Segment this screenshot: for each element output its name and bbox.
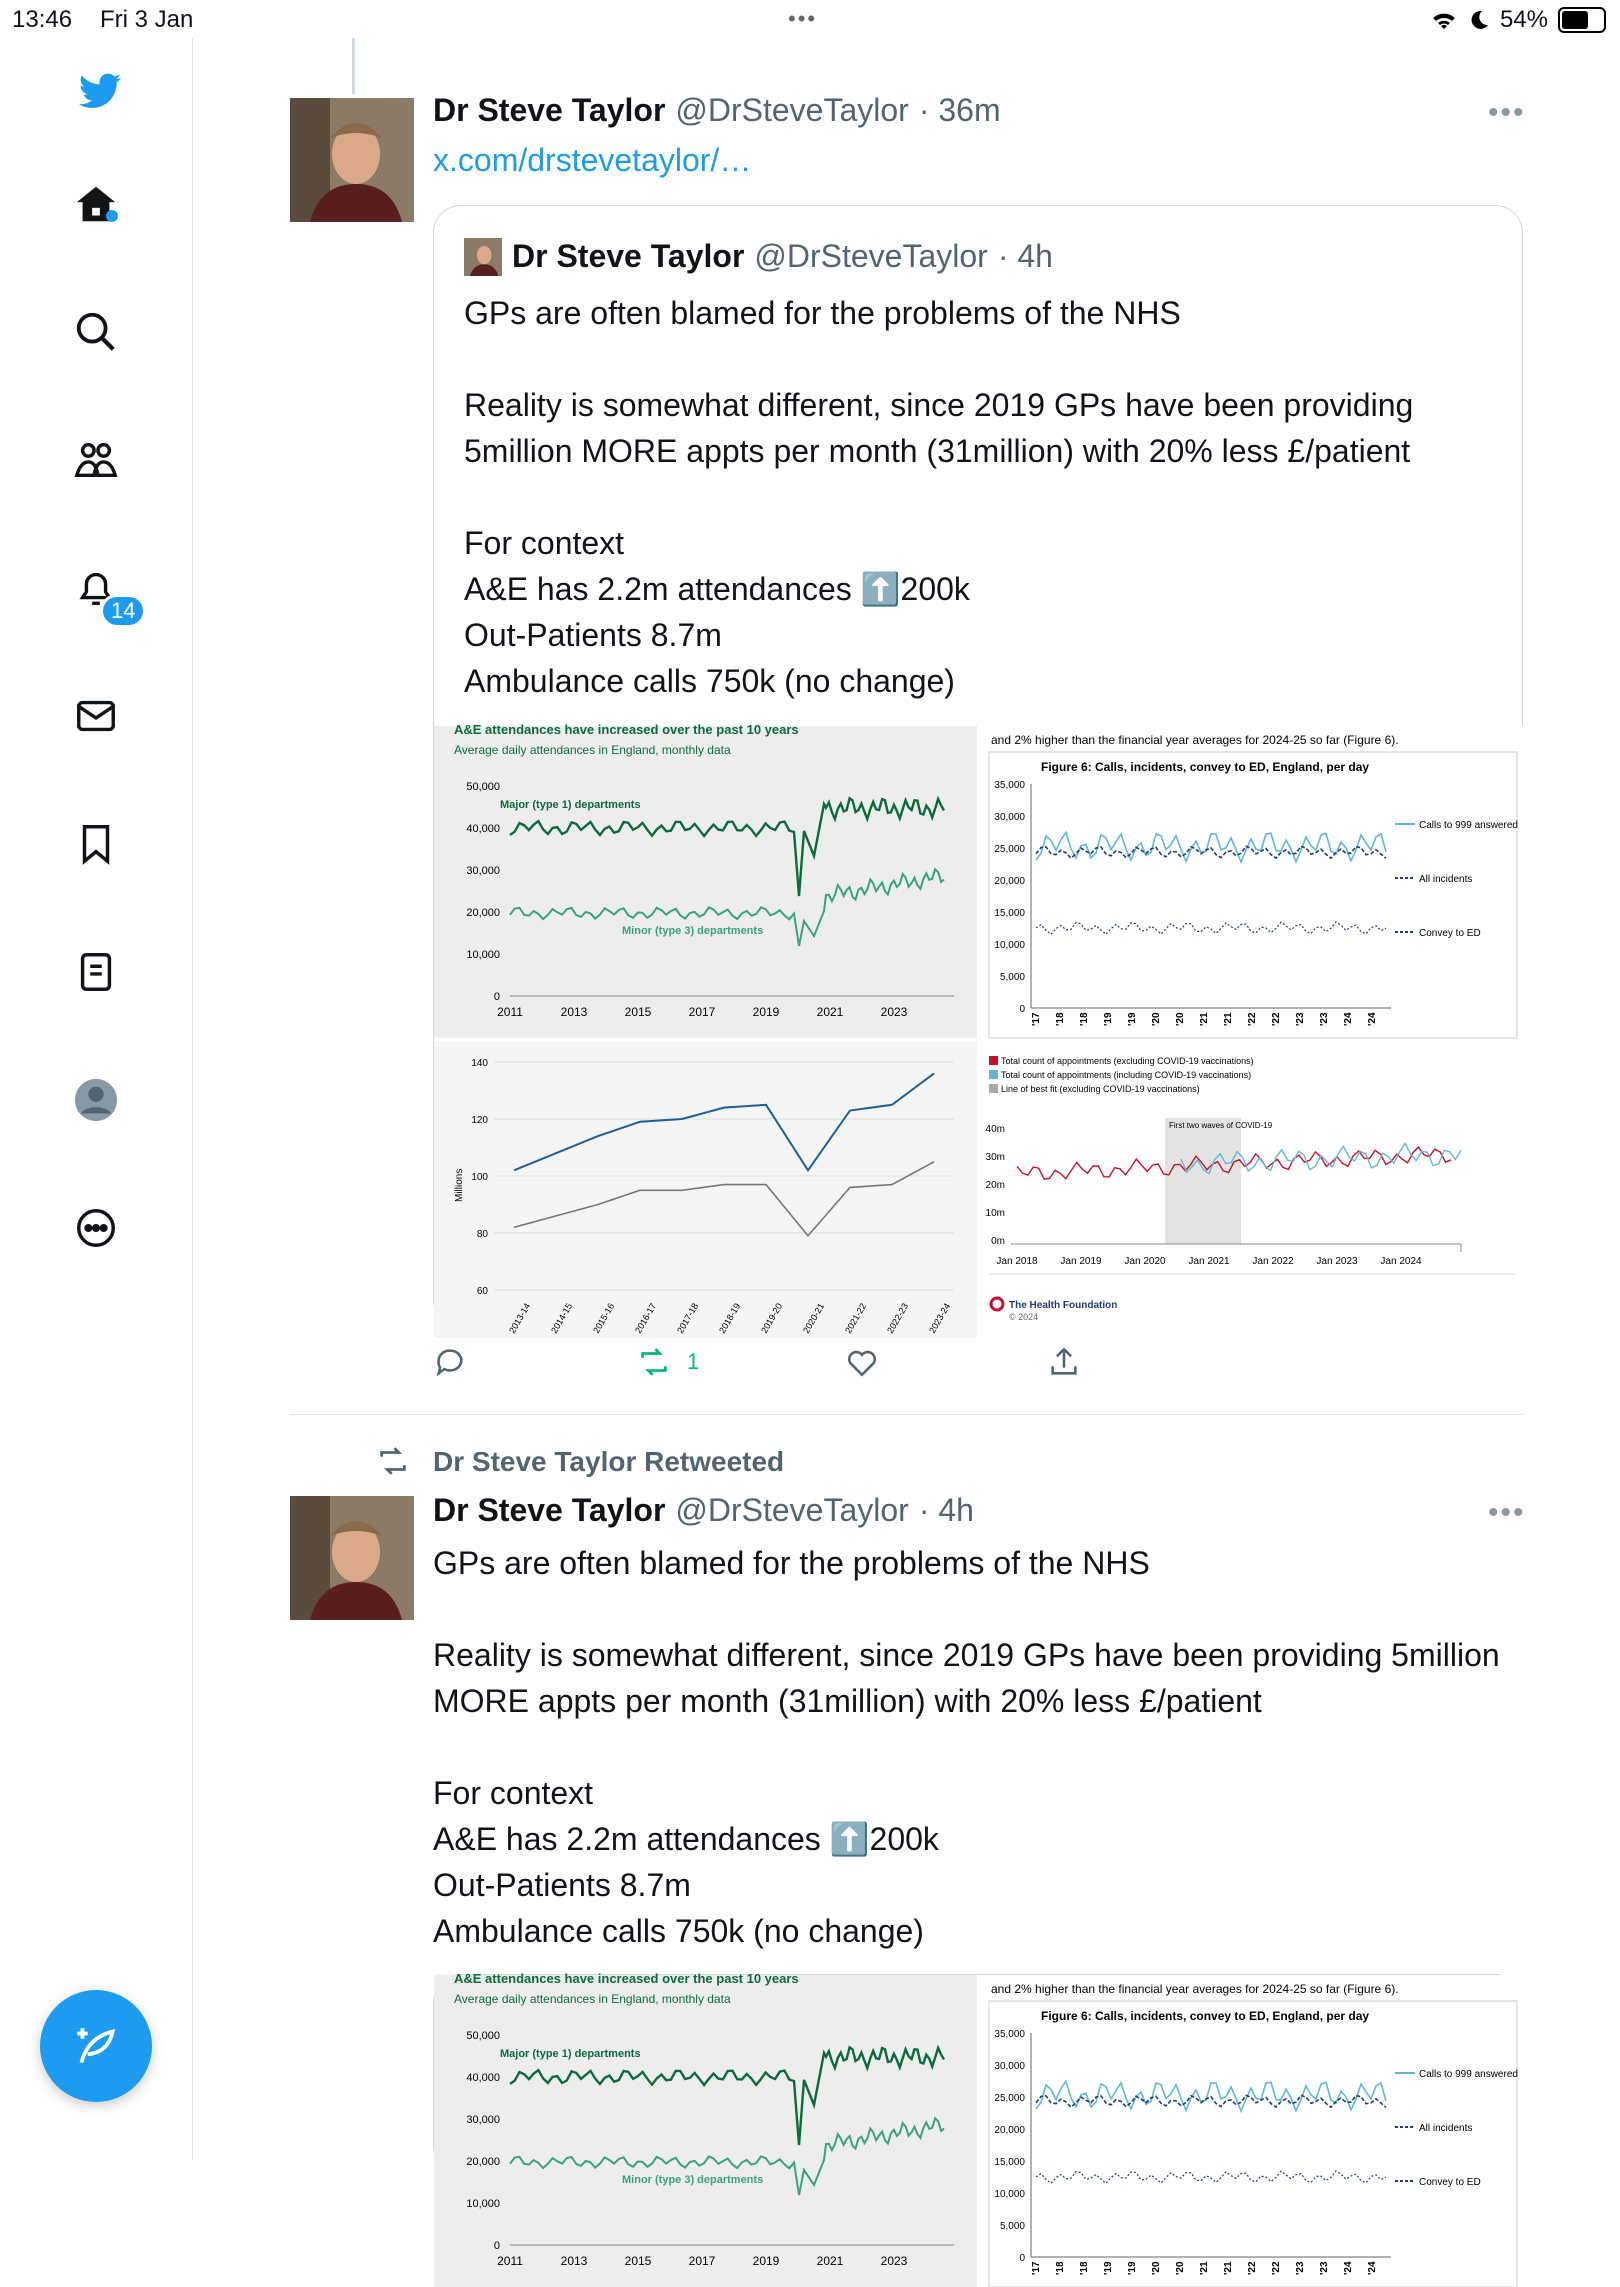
fig6-legend-label: Calls to 999 answered [1419,820,1518,831]
share-icon[interactable] [1047,1345,1081,1379]
hf-y-tick: 0m [991,1236,1005,1247]
millions-x-tick: 2015-16 [591,1301,617,1335]
fig6-x-tick: '24 [1367,1012,1378,1026]
fig6-legend-label: All incidents [1419,874,1473,885]
ae-x-tick: 2013 [560,1005,588,1019]
hf-legend-swatch [989,1084,998,1093]
fig6-frame [989,2001,1517,2287]
ae-y-tick: 50,000 [466,2030,500,2042]
thread-connector [352,38,355,94]
tweet-divider [290,1414,1523,1415]
hf-band-label: First two waves of COVID-19 [1169,1121,1273,1130]
fig6-x-tick: '19 [1103,1012,1114,1026]
ae-x-tick: 2015 [624,2254,652,2268]
fig6-x-tick: '20 [1175,1012,1186,1026]
fig6-legend-label: Convey to ED [1419,2177,1481,2188]
millions-x-tick: 2022-23 [885,1301,911,1335]
fig6-x-tick: '19 [1127,2261,1138,2275]
ae-x-tick: 2023 [880,1005,908,1019]
fig6-frame [989,752,1517,1038]
fig6-y-tick: 10,000 [994,940,1025,951]
hf-logo-icon [991,1298,1003,1310]
millions-y-tick: 140 [471,1058,488,1069]
ae-y-tick: 10,000 [466,949,500,961]
fig6-x-tick: '17 [1031,1012,1042,1026]
bookmark-icon[interactable] [70,818,122,870]
quoted-image-grid[interactable] [434,722,1524,1338]
ae-chart-svg [434,1971,977,2287]
ae-x-tick: 2017 [688,2254,716,2268]
image-fig6-chart[interactable] [981,1975,1524,2287]
tweet2-text: GPs are often blamed for the problems of the NHS Reality is somewhat different, since 2019 GPs have been providing 5million MORE appts per month (31million) with 20% less £/patient For context A&E has 2.2m attendances ⬆️200k Out-Patients 8.7m Ambulance calls 750k (no change) [433,1545,1500,1949]
fig6-x-tick: '24 [1343,1012,1354,1026]
profile-avatar-icon[interactable] [70,1074,122,1126]
ae-x-tick: 2011 [497,2254,523,2268]
fig6-y-tick: 35,000 [994,2029,1025,2040]
hf-y-tick: 40m [985,1124,1005,1135]
ae-minor-label: Minor (type 3) departments [622,925,764,937]
fig6-x-tick: '23 [1295,2261,1306,2275]
messages-envelope-icon[interactable] [70,690,122,742]
hf-legend-label: Line of best fit (excluding COVID-19 vaccinations) [1001,1084,1200,1094]
fig6-x-tick: '20 [1175,2261,1186,2275]
retweet-icon[interactable] [635,1345,673,1379]
fig6-x-tick: '18 [1055,1012,1066,1026]
ae-y-tick: 30,000 [466,865,500,877]
hf-x-tick: Jan 2021 [1188,1256,1230,1267]
fig6-y-tick: 20,000 [994,2125,1025,2136]
tweet2-media[interactable] [433,1971,1523,2275]
fig6-x-tick: '18 [1055,2261,1066,2275]
image-ae-chart[interactable] [434,722,977,1038]
ae-y-tick: 0 [493,2240,500,2252]
fig6-title: Figure 6: Calls, incidents, convey to ED, England, per day [1041,760,1370,774]
fig6-x-tick: '22 [1247,2261,1258,2275]
fig6-y-tick: 5,000 [999,972,1025,983]
fig6-x-tick: '22 [1247,1012,1258,1026]
fig6-x-tick: '22 [1271,1012,1282,1026]
fig6-x-tick: '21 [1223,1012,1234,1026]
notifications-badge: 14 [100,594,146,628]
millions-chart-svg [434,1042,977,1338]
fig6-x-tick: '22 [1271,2261,1282,2275]
avatar[interactable] [290,98,414,222]
quoted-author-handle: @DrSteveTaylor [754,238,988,274]
hf-legend-label: Total count of appointments (including COVID-19 vaccinations) [1001,1070,1252,1080]
ae-x-tick: 2019 [752,2254,780,2268]
hf-x-tick: Jan 2018 [996,1256,1038,1267]
fig6-legend-label: Convey to ED [1419,928,1481,939]
sidebar [0,38,193,2160]
quoted-tweet-text: GPs are often blamed for the problems of the NHS Reality is somewhat different, since 2019 GPs have been providing 5million MORE appts per month (31million) with 20% less £/patient For context A&E has 2.2m attendances ⬆️200k Out-Patients 8.7m Ambulance calls 750k (no change) [464,295,1414,699]
home-icon[interactable] [70,178,122,230]
millions-x-tick: 2017-18 [675,1301,701,1335]
status-bar [0,0,1620,38]
ae-subtitle: Average daily attendances in England, monthly data [454,743,731,757]
fig6-y-tick: 0 [1019,1004,1025,1015]
quoted-avatar [464,238,502,276]
millions-x-tick: 2020-21 [801,1301,827,1335]
millions-x-tick: 2014-15 [549,1301,575,1335]
hf-legend-label: Total count of appointments (excluding COVID-19 vaccinations) [1001,1056,1254,1066]
fig6-chart-svg [981,1975,1524,2287]
more-options-icon[interactable] [70,1202,122,1254]
ae-y-tick: 40,000 [466,823,500,835]
tweet-link[interactable]: x.com/drstevetaylor/… [433,142,752,178]
fig6-x-tick: '23 [1295,1012,1306,1026]
fig6-x-tick: '24 [1343,2261,1354,2275]
author-handle[interactable]: @DrSteveTaylor [675,92,909,128]
tweet-more-icon[interactable]: ••• [1488,96,1526,129]
tweet1-actions [433,1345,1081,1379]
hf-x-tick: Jan 2020 [1124,1256,1166,1267]
millions-y-tick: 60 [476,1286,488,1297]
ae-x-tick: 2021 [816,2254,844,2268]
hf-legend-swatch [989,1070,998,1079]
millions-x-tick: 2019-20 [759,1301,785,1335]
compose-feather-icon [71,2021,121,2071]
ae-minor-label: Minor (type 3) departments [622,2174,764,2186]
fig6-y-tick: 10,000 [994,2189,1025,2200]
tweet-time[interactable]: · 4h [918,1492,974,1528]
ae-y-tick: 30,000 [466,2114,500,2126]
fig6-title: Figure 6: Calls, incidents, convey to ED, England, per day [1041,2009,1370,2023]
millions-y-tick: 80 [476,1229,488,1240]
fig6-convey-line [1036,2171,1386,2183]
tweet2-image-grid[interactable] [434,1971,1524,2287]
ae-y-tick: 20,000 [466,2156,500,2168]
ae-major-label: Major (type 1) departments [500,799,641,811]
ae-x-tick: 2015 [624,1005,652,1019]
ae-x-tick: 2023 [880,2254,908,2268]
fig6-x-tick: '19 [1103,2261,1114,2275]
status-date: Fri 3 Jan [100,6,194,33]
fig6-x-tick: '18 [1079,2261,1090,2275]
fig6-y-tick: 15,000 [994,2157,1025,2168]
fig6-x-tick: '21 [1199,1012,1210,1026]
like-heart-icon[interactable] [845,1345,879,1379]
battery-icon [1558,7,1606,33]
fig6-legend-label: Calls to 999 answered [1419,2069,1518,2080]
fig6-y-tick: 20,000 [994,876,1025,887]
ae-x-tick: 2013 [560,2254,588,2268]
search-icon[interactable] [70,306,122,358]
millions-ylabel: Millions [454,1168,465,1202]
fig6-convey-line [1036,922,1386,934]
fig6-chart-svg [981,726,1524,1038]
fig6-x-tick: '21 [1223,2261,1234,2275]
author-handle[interactable]: @DrSteveTaylor [675,1492,909,1528]
retweet-count: 1 [687,1349,700,1374]
tweet-time[interactable]: · 36m [918,92,1001,128]
fig6-x-tick: '20 [1151,1012,1162,1026]
wifi-icon [1430,9,1458,31]
millions-x-tick: 2023-24 [927,1301,953,1335]
fig6-x-tick: '17 [1031,2261,1042,2275]
image-hf-chart[interactable] [981,1042,1524,1338]
status-time: 13:46 [12,6,73,33]
reply-icon[interactable] [433,1345,467,1379]
multitask-dots-icon[interactable]: ••• [788,6,818,31]
hf-x-tick: Jan 2022 [1252,1256,1294,1267]
fig6-y-tick: 35,000 [994,780,1025,791]
hf-y-tick: 30m [985,1152,1005,1163]
millions-x-tick: 2016-17 [633,1301,659,1335]
ae-y-tick: 40,000 [466,2072,500,2084]
fig6-y-tick: 5,000 [999,2221,1025,2232]
retweeted-icon [374,1444,412,1478]
ae-x-tick: 2011 [497,1005,523,1019]
avatar[interactable] [290,1496,414,1620]
battery-percent: 54% [1499,6,1548,33]
ae-title: A&E attendances have increased over the past 10 years [454,722,799,737]
hf-source: The Health Foundation [1009,1300,1118,1311]
fig6-x-tick: '20 [1151,2261,1162,2275]
ae-x-tick: 2017 [688,1005,716,1019]
hf-covid-band [1165,1118,1241,1244]
fig6-y-tick: 25,000 [994,2093,1025,2104]
hf-legend-swatch [989,1056,998,1065]
ae-subtitle: Average daily attendances in England, monthly data [454,1992,731,2006]
compose-tweet-button[interactable] [40,1990,152,2102]
fig6-x-tick: '23 [1319,1012,1330,1026]
millions-y-tick: 120 [471,1115,488,1126]
hf-x-tick: Jan 2023 [1316,1256,1358,1267]
retweeted-label[interactable]: Dr Steve Taylor Retweeted [433,1446,785,1477]
tweet-more-icon[interactable]: ••• [1488,1496,1526,1529]
author-name[interactable]: Dr Steve Taylor [433,1492,666,1528]
fig6-legend-label: All incidents [1419,2123,1473,2134]
ae-x-tick: 2021 [816,1005,844,1019]
fig6-x-tick: '19 [1127,1012,1138,1026]
millions-x-tick: 2018-19 [717,1301,743,1335]
image-fig6-chart[interactable] [981,726,1524,1038]
ae-y-tick: 20,000 [466,907,500,919]
lists-icon[interactable] [70,946,122,998]
hf-chart-svg [981,1042,1524,1338]
quoted-tweet-card[interactable] [433,205,1523,1335]
fig6-y-tick: 30,000 [994,2061,1025,2072]
moon-icon [1468,9,1490,31]
image-millions-chart[interactable] [434,1042,977,1338]
ae-chart-svg [434,722,977,1038]
millions-x-tick: 2013-14 [507,1301,533,1335]
fig6-y-tick: 25,000 [994,844,1025,855]
hf-y-tick: 10m [985,1208,1005,1219]
fig6-x-tick: '18 [1079,1012,1090,1026]
fig6-y-tick: 30,000 [994,812,1025,823]
fig6-y-tick: 0 [1019,2253,1025,2264]
image-ae-chart[interactable] [434,1971,977,2287]
twitter-logo-icon[interactable] [70,66,130,118]
ae-x-tick: 2019 [752,1005,780,1019]
fig6-x-tick: '23 [1319,2261,1330,2275]
quoted-time: · 4h [997,238,1053,274]
hf-source-year: © 2024 [1009,1312,1039,1322]
ae-y-tick: 0 [493,991,500,1003]
fig6-caption: and 2% higher than the financial year averages for 2024-25 so far (Figure 6). [991,733,1399,747]
ae-y-tick: 50,000 [466,781,500,793]
fig6-x-tick: '24 [1367,2261,1378,2275]
hf-x-tick: Jan 2019 [1060,1256,1102,1267]
fig6-caption: and 2% higher than the financial year averages for 2024-25 so far (Figure 6). [991,1982,1399,1996]
tweet1-header [433,92,1001,129]
millions-background [434,1042,977,1338]
millions-y-tick: 100 [471,1172,488,1183]
hf-x-tick: Jan 2024 [1380,1256,1422,1267]
hf-y-tick: 20m [985,1180,1005,1191]
millions-x-tick: 2021-22 [843,1301,869,1335]
communities-icon[interactable] [70,434,122,486]
quoted-author-name: Dr Steve Taylor [512,238,745,274]
author-name[interactable]: Dr Steve Taylor [433,92,666,128]
tweet2-header [433,1492,974,1529]
quoted-header [512,238,1053,275]
fig6-x-tick: '21 [1199,2261,1210,2275]
home-unread-dot [106,210,118,222]
ae-y-tick: 10,000 [466,2198,500,2210]
fig6-y-tick: 15,000 [994,908,1025,919]
ae-title: A&E attendances have increased over the past 10 years [454,1971,799,1986]
ae-major-label: Major (type 1) departments [500,2048,641,2060]
